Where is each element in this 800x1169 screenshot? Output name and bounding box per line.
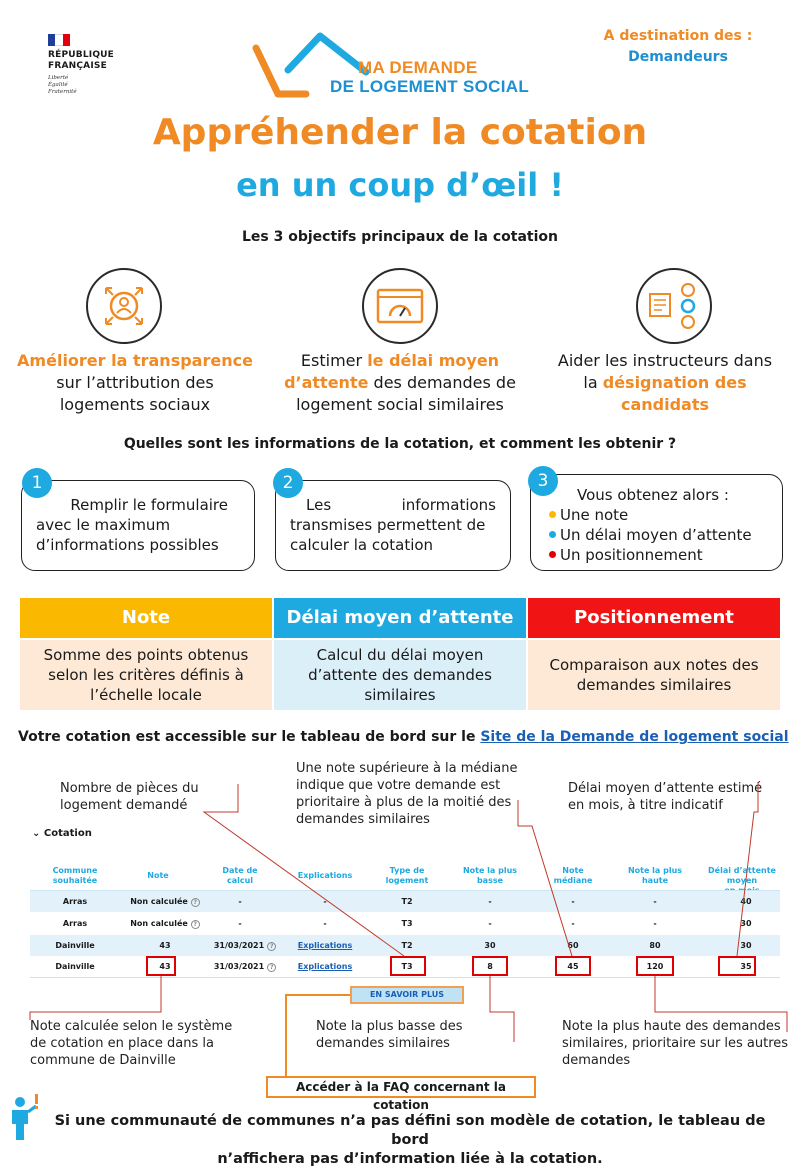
step-3-box: Vous obtenez alors : Une note Un délai moyen d’attente Un positionnement bbox=[530, 474, 783, 571]
chevron-down-icon: ⌄ bbox=[32, 828, 41, 839]
table-row: Dainville 43 31/03/2021 ? Explications T2 30 60 80 30 bbox=[30, 935, 780, 957]
header-date: Date de calcul bbox=[222, 866, 258, 885]
step-1-box: Remplir le formulaire avec le maximum d’informations possibles bbox=[21, 480, 255, 571]
page-title: Appréhender la cotation bbox=[152, 112, 648, 153]
audience-block: A destination des : Demandeurs bbox=[603, 28, 753, 65]
step-3-badge: 3 bbox=[528, 466, 558, 496]
annotation-haute: Note la plus haute des demandes similaires, prioritaire sur les autres demandes bbox=[562, 1019, 789, 1068]
header-haute: Note la plus haute bbox=[627, 866, 683, 885]
header-explications: Explications bbox=[297, 871, 353, 880]
help-icon[interactable]: ? bbox=[191, 920, 200, 929]
help-icon[interactable]: ? bbox=[191, 898, 200, 907]
column-body-delai: Calcul du délai moyen d’attente des demandes similaires bbox=[274, 640, 526, 710]
annotation-pieces: Nombre de pièces du logement demandé bbox=[60, 781, 199, 813]
objective-transparency: Améliorer la transparence sur l’attribution des logements sociaux bbox=[17, 351, 253, 414]
access-sentence: Votre cotation est accessible sur le tableau de bord sur le Site de la Demande de logement social bbox=[18, 729, 789, 745]
explications-link[interactable]: Explications bbox=[297, 941, 353, 950]
step-2-badge: 2 bbox=[273, 468, 303, 498]
header-basse: Note la plus basse bbox=[462, 866, 518, 885]
rf-motto: Liberté Égalité Fraternité bbox=[48, 75, 77, 95]
header-commune: Commune souhaitée bbox=[52, 866, 98, 885]
en-savoir-plus-button[interactable]: EN SAVOIR PLUS bbox=[350, 986, 464, 1004]
column-head-positionnement: Positionnement bbox=[528, 598, 780, 638]
faq-button[interactable]: Accéder à la FAQ concernant la cotation bbox=[266, 1076, 536, 1098]
rf-name: RÉPUBLIQUE FRANÇAISE bbox=[48, 50, 115, 71]
table-row: Dainville 43 31/03/2021 ? Explications T3 8 45 120 35 bbox=[30, 956, 780, 978]
column-body-positionnement: Comparaison aux notes des demandes similaires bbox=[528, 640, 780, 710]
annotation-calculee: Note calculée selon le système de cotation en place dans la commune de Dainville bbox=[30, 1019, 233, 1068]
column-body-note: Somme des points obtenus selon les critères définis à l’échelle locale bbox=[20, 640, 272, 710]
header-type: Type de logement bbox=[385, 866, 429, 885]
help-icon[interactable]: ? bbox=[267, 942, 276, 951]
table-row: Arras Non calculée ? - - T3 - - - 30 bbox=[30, 913, 780, 935]
demande-logement-link[interactable]: Site de la Demande de logement social bbox=[480, 729, 789, 745]
column-head-note: Note bbox=[20, 598, 272, 638]
person-alert-icon bbox=[8, 1094, 42, 1142]
objectives-heading: Les 3 objectifs principaux de la cotation bbox=[241, 229, 559, 245]
header-mediane: Note médiane bbox=[553, 866, 593, 885]
cotation-section-toggle[interactable]: ⌄ Cotation bbox=[32, 828, 92, 839]
objective-designation: Aider les instructeurs dans la désignation des candidats bbox=[557, 351, 773, 414]
annotation-mediane: Une note supérieure à la médiane indique que votre demande est prioritaire à plus de la moitié des demandes similaires bbox=[296, 761, 518, 827]
annotation-basse: Note la plus basse des demandes similaires bbox=[316, 1019, 463, 1051]
information-question: Quelles sont les informations de la cotation, et comment les obtenir ? bbox=[123, 436, 677, 452]
explications-link[interactable]: Explications bbox=[297, 962, 353, 971]
page-title-secondary: en un coup d’œil ! bbox=[236, 166, 564, 204]
help-icon[interactable]: ? bbox=[267, 963, 276, 972]
objective-delay: Estimer le délai moyen d’attente des demandes de logement social similaires bbox=[284, 351, 516, 414]
header-delai: Délai d’attente moyen bbox=[708, 866, 776, 885]
header-note: Note bbox=[147, 871, 169, 880]
annotation-delai: Délai moyen d’attente estimé en mois, à titre indicatif bbox=[568, 781, 763, 813]
column-head-delai: Délai moyen d’attente bbox=[274, 598, 526, 638]
footer-note: Si une communauté de communes n’a pas défini son modèle de cotation, le tableau de bord n’affichera pas d’information liée à la cotation. bbox=[54, 1113, 766, 1167]
table-row: Arras Non calculée ? - - T2 - - - 40 bbox=[30, 890, 780, 912]
logo-text: MA DEMANDE DE LOGEMENT SOCIAL bbox=[330, 58, 530, 96]
step-2-box: Les informations transmises permettent de calculer la cotation bbox=[275, 480, 511, 571]
step-1-badge: 1 bbox=[22, 468, 52, 498]
